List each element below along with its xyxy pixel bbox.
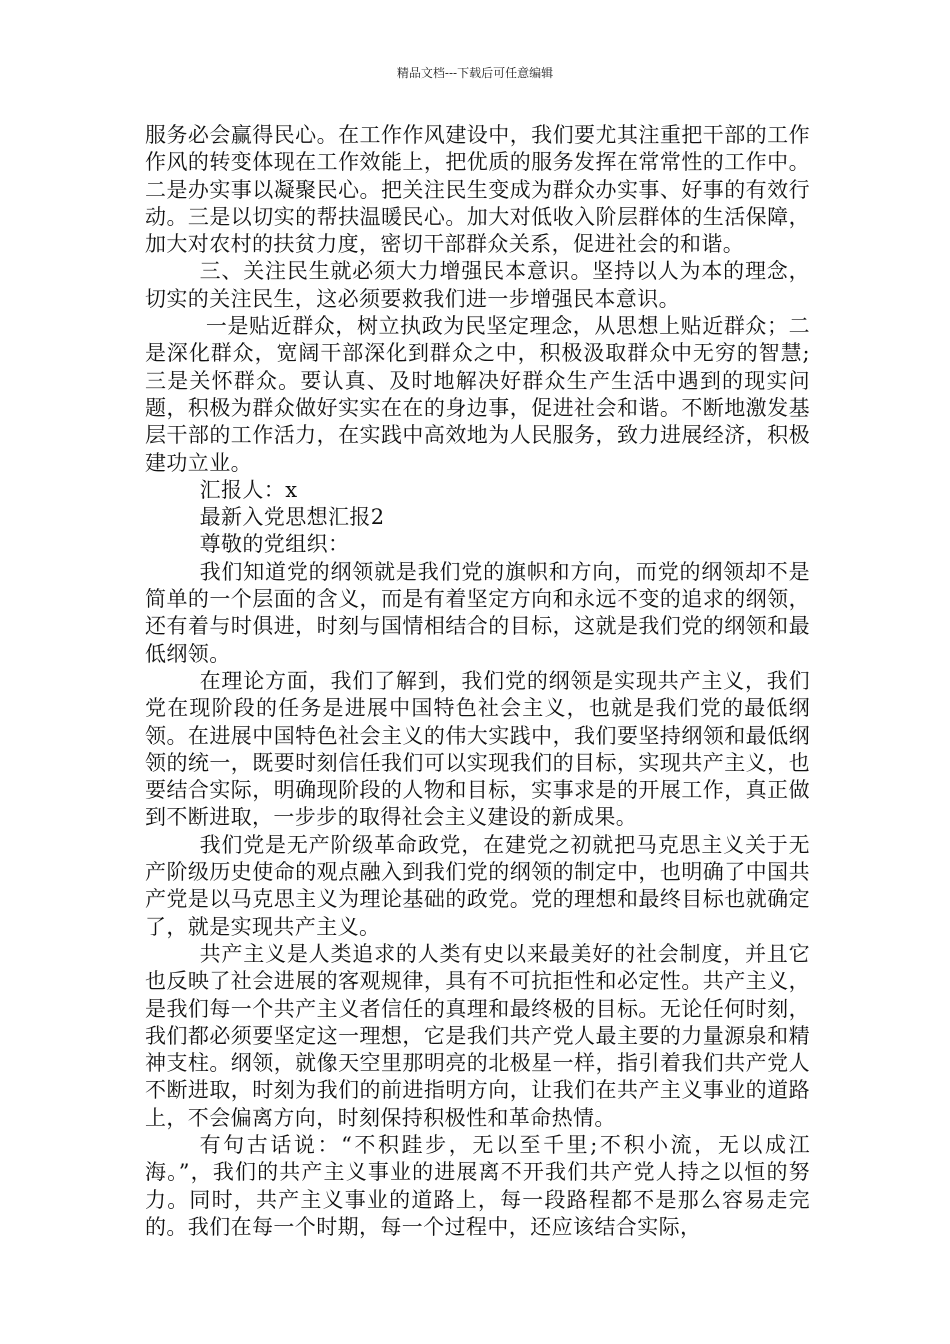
document-body <box>145 122 810 1241</box>
paragraph: 在理论方面，我们了解到，我们党的纲领是实现共产主义，我们党在现阶段的任务是进展中国特色社会主义，也就是我们党的最低纲领。在进展中国特色社会主义的伟大实践中，我们要坚持纲领和最低纲领的统一，既要时刻信任我们可以实现我们的目标，实现共产主义，也要结合实际，明确现阶段的人物和目标，实事求是的开展工作，真正做到不断进取，一步步的取得社会主义建设的新成果。 <box>145 668 810 830</box>
page-header: 精品文档---下载后可任意编辑 <box>396 66 554 80</box>
paragraph: 服务必会赢得民心。在工作作风建设中，我们要尤其注重把干部的工作作风的转变体现在工作效能上，把优质的服务发挥在常常性的工作中。二是办实事以凝聚民心。把关注民生变成为群众办实事、好事的有效行动。三是以切实的帮扶温暖民心。加大对低收入阶层群体的生活保障，加大对农村的扶贫力度，密切干部群众关系，促进社会的和谐。 <box>145 123 810 257</box>
salutation: 尊敬的党组织： <box>199 532 350 557</box>
paragraph: 共产主义是人类追求的人类有史以来最美好的社会制度，并且它也反映了社会进展的客观规律，具有不可抗拒性和必定性。共产主义，是我们每一个共产主义者信任的真理和最终极的目标。无论任何时刻，我们都必须要坚定这一理想，它是我们共产党人最主要的力量源泉和精神支柱。纲领，就像天空里那明亮的北极星一样，指引着我们共产党人不断进取，时刻为我们的前进指明方向，让我们在共产主义事业的道路上，不会偏离方向，时刻保持积极性和革命热情。 <box>145 941 810 1130</box>
paragraph: 我们党是无产阶级革命政党，在建党之初就把马克思主义关于无产阶级历史使命的观点融入到我们党的纲领的制定中，也明确了中国共产党是以马克思主义为理论基础的政党。党的理想和最终目标也就确定了，就是实现共产主义。 <box>145 832 810 939</box>
reporter-line: 汇报人：x <box>199 477 298 502</box>
paragraph: 我们知道党的纲领就是我们党的旗帜和方向，而党的纲领却不是简单的一个层面的含义，而是有着坚定方向和永远不变的追求的纲领，还有着与时俱进，时刻与国情相结合的目标，这就是我们党的纲领和最低纲领。 <box>145 559 810 666</box>
paragraph: 有句古话说：“不积跬步，无以至千里;不积小流，无以成江海。”，我们的共产主义事业的进展离不开我们共产党人持之以恒的努力。同时，共产主义事业的道路上，每一段路程都不是那么容易走完的。我们在每一个时期，每一个过程中，还应该结合实际， <box>145 1132 810 1239</box>
paragraph: 一是贴近群众，树立执政为民坚定理念，从思想上贴近群众；二是深化群众，宽阔干部深化到群众之中，积极汲取群众中无穷的智慧;三是关怀群众。要认真、及时地解决好群众生产生活中遇到的现实问题，积极为群众做好实实在在的身边事，促进社会和谐。不断地激发基层干部的工作活力，在实践中高效地为人民服务，致力进展经济，积极建功立业。 <box>145 314 810 475</box>
paragraph: 三、关注民生就必须大力增强民本意识。坚持以人为本的理念，切实的关注民生，这必须要救我们进一步增强民本意识。 <box>145 259 810 311</box>
section-title: 最新入党思想汇报2 <box>199 505 385 530</box>
